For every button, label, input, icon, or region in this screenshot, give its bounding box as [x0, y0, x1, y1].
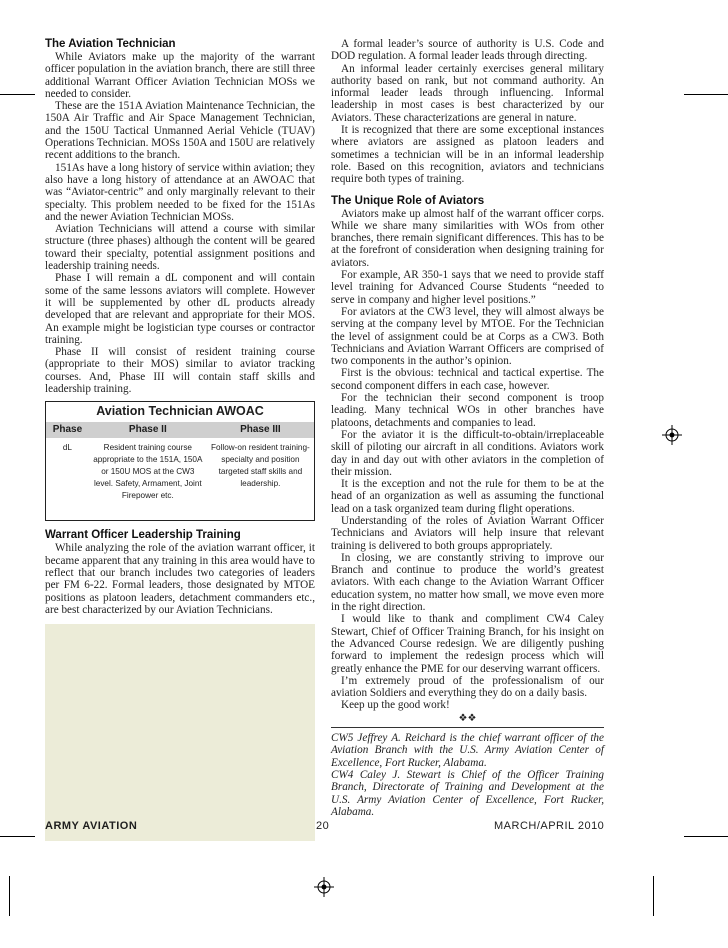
section-heading-aviation-technician: The Aviation Technician: [45, 38, 176, 50]
paragraph: These are the 151A Aviation Maintenance Technician, the 150A Air Traffic and Air Space Management Technician, and the 150U Tactical Unmanned Aerial Vehicle (TUAV) Operations Technician. MOSs 150A and 150U are relatively recent additions to the branch.: [45, 100, 315, 162]
crop-mark: [9, 876, 10, 916]
paragraph: Aviators make up almost half of the warrant officer corps. While we share many similarities with WOs from other branches, there remain significant differences. This has to be at the forefront of consideration when designing training for aviators.: [331, 207, 604, 269]
registration-mark-icon: [662, 425, 682, 445]
paragraph: I’m extremely proud of the professionalism of our aviation Soldiers and everything they do on a daily basis.: [331, 674, 604, 700]
paragraph: It is recognized that there are some exceptional instances where aviators are assigned as platoon leaders and sometimes a technician will be in an informal leadership role. Based on this recognition, aviators and technicians require both types of training.: [331, 124, 604, 186]
photo-placeholder: [45, 624, 315, 841]
paragraph: For aviators at the CW3 level, they will almost always be serving at the company level by MTOE. For the Technician the level of assignment could be at Corps as a CW3. Both Technicians and Aviation Warrant Officers are comprised of two components in the author’s opinion.: [331, 305, 604, 368]
awoac-cell-phase-ii: Resident training course appropriate to the 151A, 150A or 150U MOS at the CW3 level. Safety, Armament, Joint Firepower etc.: [93, 442, 203, 500]
author-bio: CW4 Caley J. Stewart is Chief of the Officer Training Branch, Directorate of Training and Development at the U.S. Army Aviation Center of Excellence, Fort Rucker, Alabama.: [331, 768, 604, 818]
paragraph: For the aviator it is the difficult-to-obtain/irreplaceable skill of piloting our aircraft in all conditions. Aviators work day in and day out with other aviators in the completion of their mission.: [331, 428, 604, 478]
footer-page-number: 20: [316, 820, 330, 832]
footer-issue-date: MARCH/APRIL 2010: [494, 820, 605, 832]
awoac-table: [46, 422, 314, 502]
right-column: [331, 38, 604, 818]
paragraph: Understanding of the roles of Aviation Warrant Officer Technicians and Aviators will help insure that relevant training is delivered to both groups appropriately.: [331, 514, 604, 552]
crop-mark: [0, 94, 35, 95]
section-heading-unique-role: The Unique Role of Aviators: [331, 194, 485, 207]
paragraph: Phase II will consist of resident training course (appropriate to their MOS) similar to aviator tracking courses. And, Phase III will contain staff skills and leadership training.: [45, 346, 315, 396]
awoac-table-box: [45, 401, 315, 521]
paragraph: I would like to thank and compliment CW4 Caley Stewart, Chief of Officer Training Branch, for his insight on the Advanced Course redesign. We are diligently pushing forward to implement the redesign process which will greatly enhance the PME for our deserving warrant officers.: [331, 613, 604, 675]
left-column: [45, 38, 315, 841]
author-bio: CW5 Jeffrey A. Reichard is the chief warrant officer of the Aviation Branch with the U.S. Army Aviation Center of Excellence, Fort Rucker, Alabama.: [331, 732, 604, 769]
paragraph: In closing, we are constantly striving to improve our Branch and continue to produce the world’s greatest aviators. With each change to the Aviation Warrant Officer education system, no matter how small, we move even more in the right direction.: [331, 551, 604, 614]
paragraph: A formal leader’s source of authority is U.S. Code and DOD regulation. A formal leader leads through directing.: [331, 38, 604, 63]
paragraph: Keep up the good work!: [341, 699, 450, 712]
paragraph: Aviation Technicians will attend a course with similar structure (three phases) although the content will be geared toward their specialty, potential assignment positions and leadership training needs.: [45, 223, 315, 273]
paragraph: For example, AR 350-1 says that we need to provide staff level training for Advanced Course Students “needed to serve in company and higher level positions.”: [331, 269, 604, 306]
crop-mark: [0, 836, 35, 837]
awoac-title: Aviation Technician AWOAC: [96, 404, 264, 419]
crop-mark: [653, 876, 654, 916]
footer-magazine-title: ARMY AVIATION: [45, 820, 138, 832]
end-ornament-icon: ❖❖: [458, 712, 477, 724]
divider: [331, 727, 604, 728]
awoac-header-phase: Phase: [46, 422, 89, 438]
crop-mark: [684, 94, 728, 95]
paragraph: For the technician their second component is troop leading. Many technical WOs in other branches have platoons, detachments and companies to lead.: [331, 392, 604, 429]
crop-mark: [684, 836, 728, 837]
section-heading-leadership-training: Warrant Officer Leadership Training: [45, 529, 241, 542]
awoac-header-phase-ii: Phase II: [89, 422, 207, 438]
paragraph: While Aviators make up the majority of the warrant officer population in the aviation branch, there are still three additional Warrant Officer Aviation Technician MOSs we needed to consider.: [45, 51, 315, 100]
awoac-cell-phase-iii: Follow-on resident training- specialty and position targeted staff skills and leadership.: [211, 442, 310, 488]
paragraph: An informal leader certainly exercises general military authority based on rank, but not command authority. An informal leader leads through influencing. Informal leadership in most cases is best characterized by our Aviators. These characterizations are general in nature.: [331, 62, 604, 124]
awoac-header-phase-iii: Phase III: [207, 422, 314, 438]
paragraph: Phase I will remain a dL component and will contain some of the same lessons aviators will complete. However it will be supplemented by other dL products already developed that are relevant and appropriate for their MOS. An example might be logistician type courses or contractor training.: [45, 272, 315, 346]
awoac-cell-phase-i: dL: [62, 442, 72, 452]
paragraph: It is the exception and not the rule for them to be at the head of an organization as well as assuming the functional lead on a task organized team during flight operations.: [331, 478, 604, 515]
paragraph: First is the obvious: technical and tactical expertise. The second component differs in each case, however.: [331, 367, 604, 392]
paragraph: While analyzing the role of the aviation warrant officer, it became apparent that any training in this area would have to reflect that our branch includes two categories of leaders per FM 6-22. Formal leaders, those designated by MTOE positions as platoon leaders, detachment commanders etc., are best characterized by our Aviation Technicians.: [45, 542, 315, 616]
paragraph: 151As have a long history of service within aviation; they also have a long history of attendance at an AWOAC that was “Aviator-centric” and only marginally relevant to their specialty. This problem needed to be fixed for the 151As and the newer Aviation Technician MOSs.: [45, 161, 315, 223]
registration-mark-icon: [314, 877, 334, 897]
